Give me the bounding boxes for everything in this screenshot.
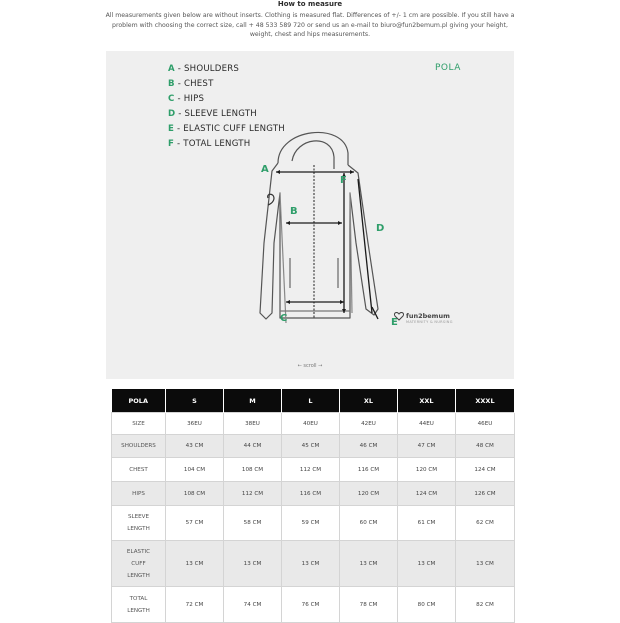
legend-item-f: F - TOTAL LENGTH	[168, 139, 251, 149]
table-row	[112, 482, 515, 506]
table-cell: 13 CM	[282, 541, 340, 587]
table-cell: 13 CM	[398, 541, 456, 587]
table-cell: 78 CM	[340, 587, 398, 623]
scroll-hint: ← scroll →	[297, 363, 323, 369]
header-cell: XXXL	[456, 389, 515, 413]
table-cell: 124 CM	[456, 458, 515, 482]
header-cell: XXL	[398, 389, 456, 413]
label-d: D	[376, 223, 385, 234]
header-cell: S	[166, 389, 224, 413]
table-cell: 43 CM	[166, 435, 224, 458]
table-cell: 116 CM	[282, 482, 340, 506]
table-cell: 60 CM	[340, 506, 398, 541]
table-cell: 72 CM	[166, 587, 224, 623]
row-label: SIZE	[112, 413, 166, 435]
table-cell: 59 CM	[282, 506, 340, 541]
label-f: F	[340, 175, 347, 186]
table-row	[112, 541, 515, 587]
table-cell: 120 CM	[398, 458, 456, 482]
table-cell: 80 CM	[398, 587, 456, 623]
row-label: HIPS	[112, 482, 166, 506]
size-table	[111, 389, 515, 623]
table-cell: 44EU	[398, 413, 456, 435]
label-a: A	[261, 164, 269, 175]
table-cell: 120 CM	[340, 482, 398, 506]
table-cell: 44 CM	[224, 435, 282, 458]
legend-item-d: D - SLEEVE LENGTH	[168, 109, 257, 119]
row-label: TOTAL LENGTH	[112, 587, 166, 623]
table-row	[112, 435, 515, 458]
table-row	[112, 506, 515, 541]
table-cell: 108 CM	[224, 458, 282, 482]
brand-logo: fun2bemum MATERNITY & NURSING	[406, 312, 453, 324]
table-cell: 46 CM	[340, 435, 398, 458]
table-cell: 48 CM	[456, 435, 515, 458]
page-heading: How to measure	[277, 0, 343, 8]
label-e: E	[391, 317, 398, 328]
table-cell: 13 CM	[340, 541, 398, 587]
label-c: C	[280, 313, 288, 324]
table-cell: 13 CM	[456, 541, 515, 587]
table-cell: 104 CM	[166, 458, 224, 482]
table-cell: 126 CM	[456, 482, 515, 506]
header-cell: POLA	[112, 389, 166, 413]
table-cell: 42EU	[340, 413, 398, 435]
table-row	[112, 413, 515, 435]
table-cell: 112 CM	[224, 482, 282, 506]
legend-item-a: A - SHOULDERS	[168, 64, 240, 74]
table-cell: 116 CM	[340, 458, 398, 482]
label-b: B	[290, 206, 298, 217]
legend-item-c: C - HIPS	[168, 94, 205, 104]
table-cell: 45 CM	[282, 435, 340, 458]
table-cell: 58 CM	[224, 506, 282, 541]
table-cell: 108 CM	[166, 482, 224, 506]
header-cell: XL	[340, 389, 398, 413]
row-label: SLEEVE LENGTH	[112, 506, 166, 541]
table-cell: 13 CM	[166, 541, 224, 587]
table-cell: 61 CM	[398, 506, 456, 541]
table-cell: 40EU	[282, 413, 340, 435]
table-cell: 46EU	[456, 413, 515, 435]
table-cell: 124 CM	[398, 482, 456, 506]
header-cell: M	[224, 389, 282, 413]
size-table-header	[112, 389, 515, 413]
intro-text: All measurements given below are without inserts. Clothing is measured flat. Differences of +/- 1 cm are possible. If you still have a problem with choosing the correct size, call + 48 533 589 720 or send us an e-mail to biuro@fun2bemum.pl giving your height, weight, chest and hips measurements.	[105, 12, 515, 38]
table-cell: 38EU	[224, 413, 282, 435]
table-cell: 62 CM	[456, 506, 515, 541]
table-cell: 112 CM	[282, 458, 340, 482]
row-label: ELASTIC CUFF LENGTH	[112, 541, 166, 587]
header-cell: L	[282, 389, 340, 413]
table-row	[112, 458, 515, 482]
model-name: POLA	[435, 63, 461, 73]
table-cell: 82 CM	[456, 587, 515, 623]
table-row	[112, 587, 515, 623]
table-cell: 13 CM	[224, 541, 282, 587]
legend-item-b: B - CHEST	[168, 79, 214, 89]
table-cell: 76 CM	[282, 587, 340, 623]
table-cell: 36EU	[166, 413, 224, 435]
table-cell: 74 CM	[224, 587, 282, 623]
legend-item-e: E - ELASTIC CUFF LENGTH	[168, 124, 285, 134]
table-cell: 47 CM	[398, 435, 456, 458]
table-cell: 57 CM	[166, 506, 224, 541]
row-label: CHEST	[112, 458, 166, 482]
measurement-diagram	[106, 51, 514, 379]
heart-icon	[394, 312, 404, 321]
row-label: SHOULDERS	[112, 435, 166, 458]
